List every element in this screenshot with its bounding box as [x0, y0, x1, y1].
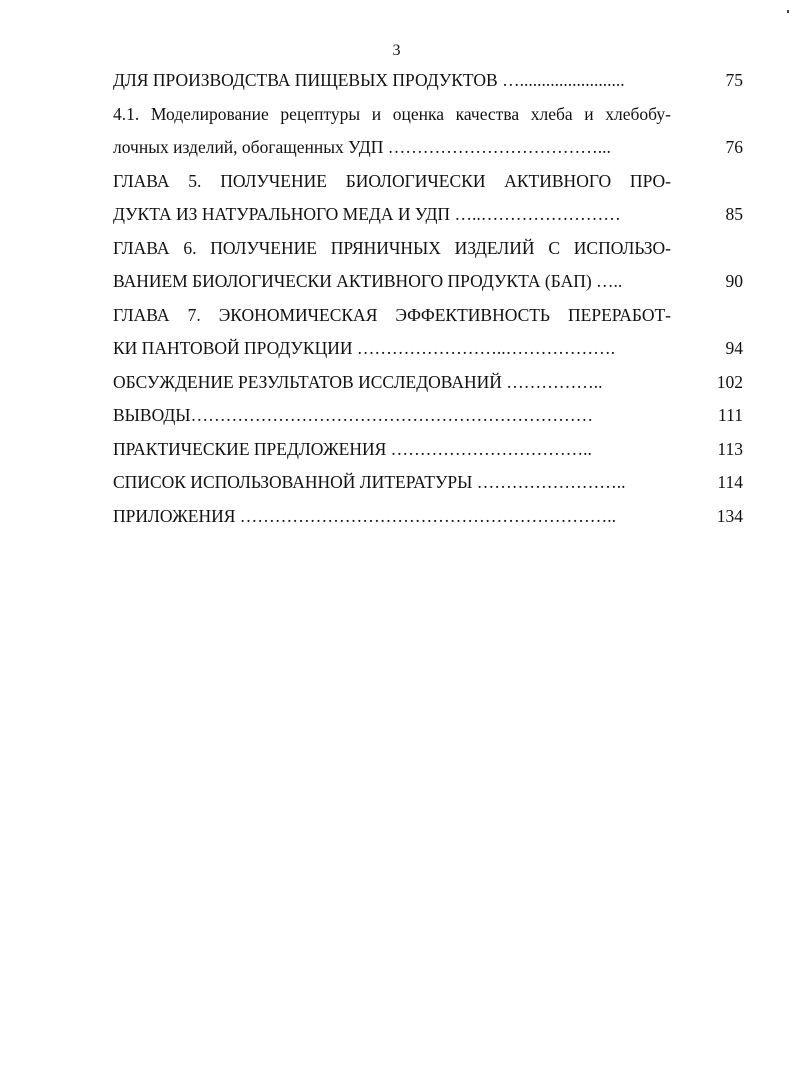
- toc-entry-text: ГЛАВА 6. ПОЛУЧЕНИЕ ПРЯНИЧНЫХ ИЗДЕЛИЙ С ИСПОЛЬЗО-: [113, 237, 671, 258]
- toc-page-number: 114: [717, 472, 743, 492]
- toc-page-number: 113: [717, 438, 743, 459]
- toc-page-number: 102: [716, 371, 743, 392]
- toc-entry-text: ГЛАВА 5. ПОЛУЧЕНИЕ БИОЛОГИЧЕСКИ АКТИВНОГО ПРО-: [113, 170, 671, 191]
- toc-line: [113, 64, 743, 98]
- toc-page-number: 75: [725, 70, 743, 90]
- toc-entry-text: ДЛЯ ПРОИЗВОДСТВА ПИЩЕВЫХ ПРОДУКТОВ …........................: [113, 70, 625, 90]
- toc-entry-text: СПИСОК ИСПОЛЬЗОВАННОЙ ЛИТЕРАТУРЫ ……………………..: [113, 472, 626, 492]
- toc-entry-text: КИ ПАНТОВОЙ ПРОДУКЦИИ ……………………..……………….: [113, 338, 615, 358]
- toc-page-number: 90: [725, 271, 743, 291]
- toc-line: [113, 98, 743, 132]
- toc-page-number: 85: [725, 204, 743, 224]
- scan-corner-mark: [787, 10, 789, 13]
- toc-line: [113, 399, 743, 433]
- toc-page-number: 94: [725, 338, 743, 358]
- toc-page-number: 134: [716, 505, 743, 526]
- toc-line: [113, 299, 743, 333]
- toc-line: [113, 332, 743, 366]
- toc-page-number: 76: [725, 137, 743, 157]
- toc-entry-text: ДУКТА ИЗ НАТУРАЛЬНОГО МЕДА И УДП …..……………………: [113, 204, 621, 224]
- toc-entry-text: 4.1. Моделирование рецептуры и оценка качества хлеба и хлебобу-: [113, 103, 671, 124]
- toc-entry-text: ГЛАВА 7. ЭКОНОМИЧЕСКАЯ ЭФФЕКТИВНОСТЬ ПЕРЕРАБОТ-: [113, 304, 671, 325]
- toc-line: [113, 198, 743, 232]
- toc-line: [113, 131, 743, 165]
- page-number: 3: [392, 42, 401, 59]
- toc-entry-text: ВАНИЕМ БИОЛОГИЧЕСКИ АКТИВНОГО ПРОДУКТА (БАП) …..: [113, 271, 623, 291]
- toc-line: [113, 433, 743, 467]
- toc-line: [113, 165, 743, 199]
- toc-entry-text: ВЫВОДЫ……………………………………………………………: [113, 405, 594, 425]
- toc-entry-text: ОБСУЖДЕНИЕ РЕЗУЛЬТАТОВ ИССЛЕДОВАНИЙ ……………..: [113, 371, 603, 392]
- toc-line: [113, 500, 743, 534]
- toc-line: [113, 466, 743, 500]
- toc-entry-text: ПРАКТИЧЕСКИЕ ПРЕДЛОЖЕНИЯ ……………………………..: [113, 438, 592, 459]
- toc-entry-text: ПРИЛОЖЕНИЯ ………………………………………………………..: [113, 505, 617, 526]
- toc-page-number: 111: [718, 405, 743, 425]
- table-of-contents: [113, 64, 743, 533]
- toc-line: [113, 232, 743, 266]
- toc-line: [113, 366, 743, 400]
- toc-entry-text: лочных изделий, обогащенных УДП ………………………………...: [113, 137, 611, 157]
- toc-line: [113, 265, 743, 299]
